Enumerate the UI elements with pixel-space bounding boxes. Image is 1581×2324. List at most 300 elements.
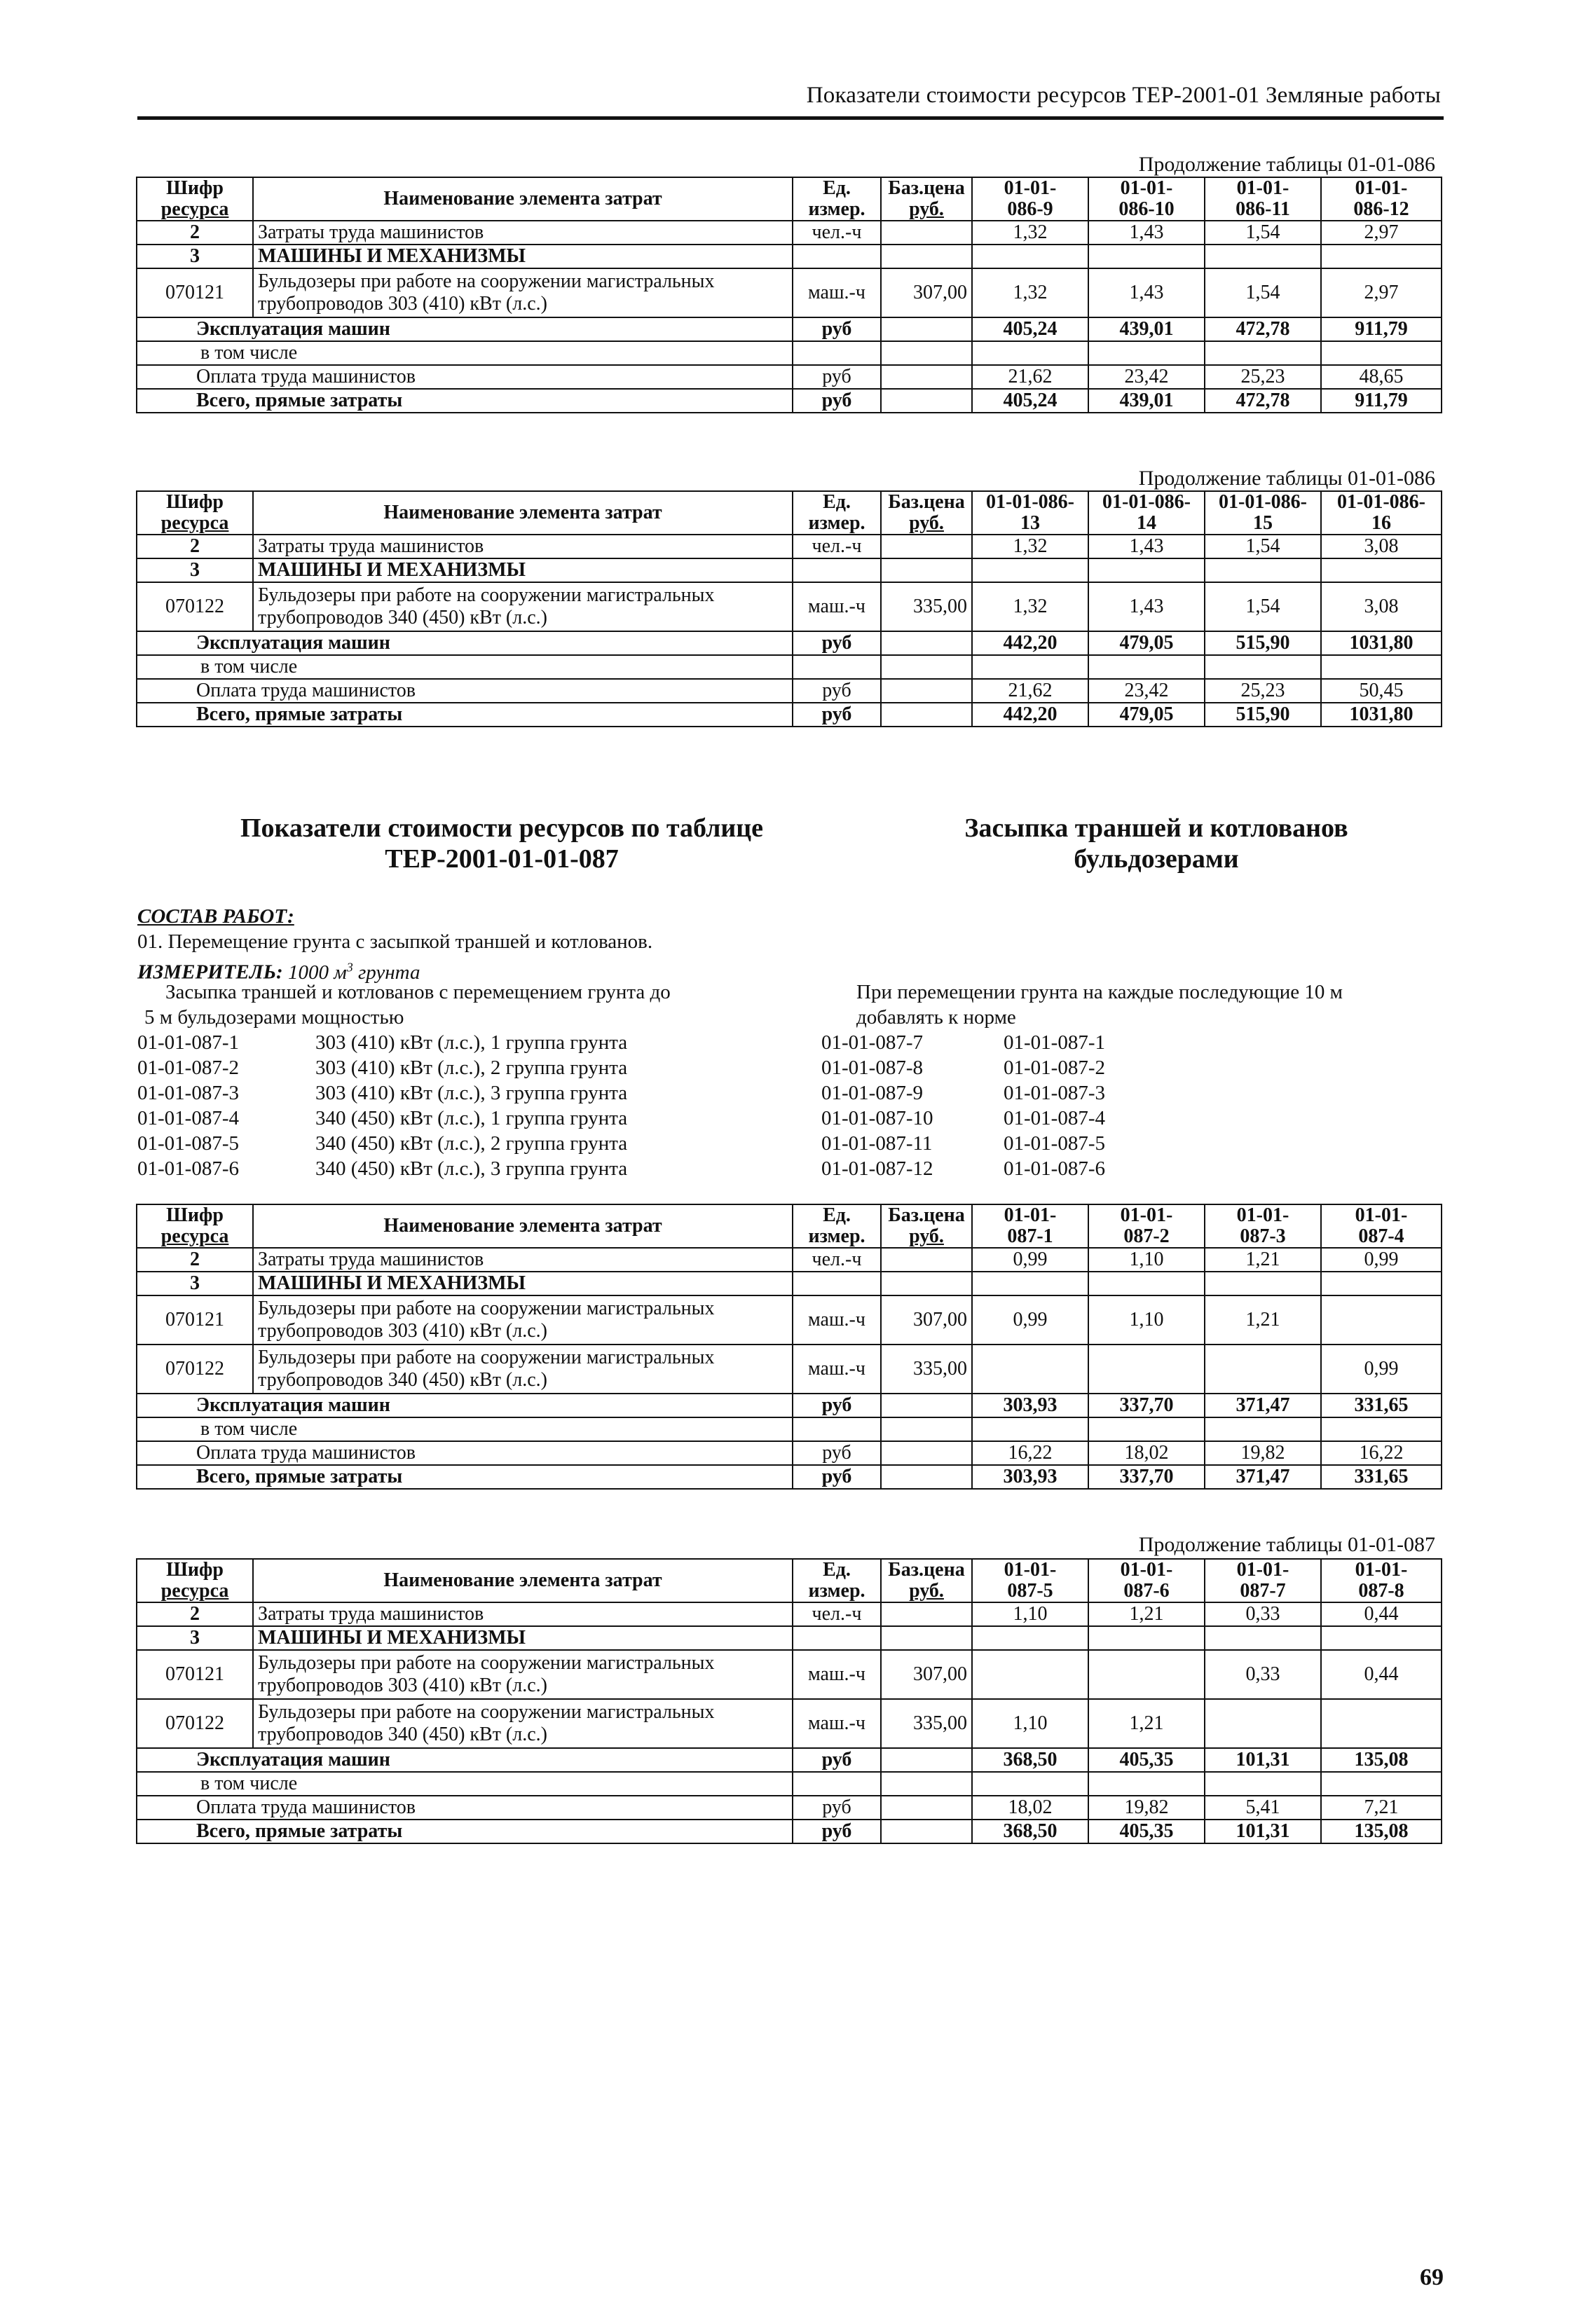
code-list-item — [137, 1080, 768, 1106]
cell-name: МАШИНЫ И МЕХАНИЗМЫ — [253, 558, 793, 582]
sostav-item: 01. Перемещение грунта с засыпкой траншей и котлованов. — [137, 930, 653, 953]
cell-value: 371,47 — [1205, 1394, 1321, 1417]
cell-value: 1,32 — [972, 535, 1088, 558]
table-row — [137, 365, 1442, 389]
table-header-row — [137, 1204, 1442, 1248]
header-norm-code: 01-01- 087-8 — [1321, 1559, 1442, 1602]
cell-value — [1088, 1772, 1205, 1796]
table-row — [137, 1248, 1442, 1272]
cell-value: 1031,80 — [1321, 631, 1442, 655]
cell-unit: чел.-ч — [793, 1602, 881, 1626]
norm-description: 340 (450) кВт (л.с.), 3 группа грунта — [315, 1157, 628, 1180]
cell-code: 2 — [137, 221, 253, 245]
cell-value — [972, 1772, 1088, 1796]
header-name: Наименование элемента затрат — [253, 177, 793, 221]
cell-value: 472,78 — [1205, 389, 1321, 413]
cell-value — [972, 1345, 1088, 1394]
cell-value: 1,10 — [972, 1602, 1088, 1626]
right-codes-list — [821, 1030, 1452, 1181]
table-row — [137, 655, 1442, 679]
cell-name: Бульдозеры при работе на сооружении магистральных трубопроводов 303 (410) кВт (л.с.) — [253, 268, 793, 317]
cell-value: 1,32 — [972, 268, 1088, 317]
cell-unit: маш.-ч — [793, 1295, 881, 1345]
cell-name: в том числе — [137, 1417, 793, 1441]
code-list-item — [821, 1080, 1452, 1106]
cell-name: в том числе — [137, 655, 793, 679]
cell-name: Затраты труда машинистов — [253, 1602, 793, 1626]
cell-value: 0,33 — [1205, 1602, 1321, 1626]
header-norm-code: 01-01-086- 15 — [1205, 491, 1321, 535]
header-unit: Ед. измер. — [793, 1559, 881, 1602]
cell-unit — [793, 1417, 881, 1441]
cell-unit: руб — [793, 1465, 881, 1489]
cell-value: 515,90 — [1205, 703, 1321, 727]
cell-value: 135,08 — [1321, 1748, 1442, 1772]
cell-unit: руб — [793, 1748, 881, 1772]
cell-value: 23,42 — [1088, 365, 1205, 389]
norm-code: 01-01-087-9 — [821, 1082, 923, 1104]
cell-value: 18,02 — [1088, 1441, 1205, 1465]
table-row — [137, 221, 1442, 245]
cell-value — [972, 1626, 1088, 1650]
cell-name: Эксплуатация машин — [137, 1748, 793, 1772]
cell-value: 3,08 — [1321, 535, 1442, 558]
header-norm-code: 01-01- 087-1 — [972, 1204, 1088, 1248]
section-title-left-line2: ТЕР-2001-01-01-087 — [385, 844, 619, 874]
cell-value — [972, 558, 1088, 582]
header-norm-code: 01-01- 087-6 — [1088, 1559, 1205, 1602]
base-norm-code: 01-01-087-3 — [1004, 1082, 1105, 1104]
table-row — [137, 1650, 1442, 1699]
cell-unit: руб — [793, 703, 881, 727]
header-unit: Ед. измер. — [793, 177, 881, 221]
cell-unit: руб — [793, 389, 881, 413]
table-row — [137, 1820, 1442, 1843]
cell-price — [881, 365, 972, 389]
norm-code: 01-01-087-5 — [137, 1132, 239, 1155]
cell-value: 18,02 — [972, 1796, 1088, 1820]
cell-value: 1,43 — [1088, 221, 1205, 245]
header-rule — [137, 116, 1444, 120]
cell-value — [1088, 245, 1205, 268]
cell-value — [1205, 1417, 1321, 1441]
cell-value — [972, 1417, 1088, 1441]
cell-code: 2 — [137, 1602, 253, 1626]
cell-unit — [793, 1626, 881, 1650]
table-row — [137, 389, 1442, 413]
norm-description: 303 (410) кВт (л.с.), 3 группа грунта — [315, 1082, 628, 1104]
section-title-right-line1: Засыпка траншей и котлованов — [964, 813, 1348, 843]
cell-name: Затраты труда машинистов — [253, 1248, 793, 1272]
table-row — [137, 558, 1442, 582]
cell-price — [881, 1441, 972, 1465]
header-norm-code: 01-01- 086-11 — [1205, 177, 1321, 221]
cell-value: 1,21 — [1205, 1248, 1321, 1272]
cell-price — [881, 221, 972, 245]
cell-price: 307,00 — [881, 268, 972, 317]
cell-value — [1205, 1699, 1321, 1748]
section-title-left-line1: Показатели стоимости ресурсов по таблице — [240, 813, 764, 843]
cell-value — [1088, 1626, 1205, 1650]
table-row — [137, 1699, 1442, 1748]
cell-name: Затраты труда машинистов — [253, 535, 793, 558]
cell-value: 442,20 — [972, 631, 1088, 655]
table-row — [137, 1748, 1442, 1772]
cell-value — [1321, 1626, 1442, 1650]
cell-value — [1321, 341, 1442, 365]
cell-code: 070121 — [137, 1650, 253, 1699]
cell-value: 1,21 — [1088, 1699, 1205, 1748]
code-list-item — [821, 1030, 1452, 1055]
cell-value: 25,23 — [1205, 365, 1321, 389]
header-name: Наименование элемента затрат — [253, 1204, 793, 1248]
cell-name: Затраты труда машинистов — [253, 221, 793, 245]
table2-continuation: Продолжение таблицы 01-01-086 — [1138, 467, 1435, 490]
cell-unit: руб — [793, 679, 881, 703]
cell-value: 50,45 — [1321, 679, 1442, 703]
cell-value: 101,31 — [1205, 1820, 1321, 1843]
cell-code: 3 — [137, 1626, 253, 1650]
cell-value: 23,42 — [1088, 679, 1205, 703]
cell-code: 070122 — [137, 1345, 253, 1394]
cell-price: 335,00 — [881, 1699, 972, 1748]
cell-value: 303,93 — [972, 1394, 1088, 1417]
cell-value: 0,99 — [972, 1248, 1088, 1272]
cell-value: 1,54 — [1205, 582, 1321, 631]
cell-unit — [793, 245, 881, 268]
izmeritel-label: ИЗМЕРИТЕЛЬ: — [137, 961, 283, 984]
header-norm-code: 01-01-086- 13 — [972, 491, 1088, 535]
cell-unit — [793, 558, 881, 582]
cell-value: 368,50 — [972, 1748, 1088, 1772]
cell-value — [972, 655, 1088, 679]
cell-unit — [793, 1772, 881, 1796]
table4-continuation: Продолжение таблицы 01-01-087 — [1138, 1533, 1435, 1556]
cell-code: 070121 — [137, 268, 253, 317]
cell-value: 19,82 — [1205, 1441, 1321, 1465]
header-norm-code: 01-01-086- 16 — [1321, 491, 1442, 535]
cell-value: 331,65 — [1321, 1394, 1442, 1417]
header-name: Наименование элемента затрат — [253, 1559, 793, 1602]
cell-value: 21,62 — [972, 365, 1088, 389]
cell-price — [881, 631, 972, 655]
cell-value — [1088, 1650, 1205, 1699]
norm-code: 01-01-087-4 — [137, 1107, 239, 1129]
table-row — [137, 268, 1442, 317]
cell-value: 515,90 — [1205, 631, 1321, 655]
header-code: Шифр ресурса — [137, 491, 253, 535]
cell-price — [881, 1417, 972, 1441]
cell-price — [881, 1394, 972, 1417]
base-norm-code: 01-01-087-5 — [1004, 1132, 1105, 1155]
cell-price — [881, 1772, 972, 1796]
cell-value: 2,97 — [1321, 221, 1442, 245]
page-number: 69 — [1420, 2264, 1444, 2290]
cell-value: 405,24 — [972, 389, 1088, 413]
cell-value — [972, 341, 1088, 365]
cell-price: 335,00 — [881, 582, 972, 631]
cell-price — [881, 655, 972, 679]
cell-code: 070122 — [137, 582, 253, 631]
cell-unit: маш.-ч — [793, 1345, 881, 1394]
cell-value: 331,65 — [1321, 1465, 1442, 1489]
norm-code: 01-01-087-7 — [821, 1031, 923, 1054]
table-row — [137, 341, 1442, 365]
header-unit: Ед. измер. — [793, 1204, 881, 1248]
header-price: Баз.цена руб. — [881, 491, 972, 535]
cell-code: 3 — [137, 1272, 253, 1295]
cell-name: МАШИНЫ И МЕХАНИЗМЫ — [253, 245, 793, 268]
cell-price — [881, 1248, 972, 1272]
cell-value: 5,41 — [1205, 1796, 1321, 1820]
cell-unit: руб — [793, 1796, 881, 1820]
page-header: Показатели стоимости ресурсов ТЕР-2001-01 Земляные работы — [806, 83, 1441, 108]
cell-code: 070122 — [137, 1699, 253, 1748]
cell-value: 0,99 — [1321, 1345, 1442, 1394]
cell-unit: руб — [793, 317, 881, 341]
cell-value: 2,97 — [1321, 268, 1442, 317]
cell-value — [1321, 1295, 1442, 1345]
cell-price — [881, 1465, 972, 1489]
cell-value: 911,79 — [1321, 317, 1442, 341]
header-norm-code: 01-01-086- 14 — [1088, 491, 1205, 535]
cost-table-087-5-8 — [136, 1558, 1442, 1844]
cell-price: 307,00 — [881, 1295, 972, 1345]
cell-value: 1,32 — [972, 582, 1088, 631]
cell-value — [1321, 1417, 1442, 1441]
section-title-right-line2: бульдозерами — [1074, 844, 1239, 874]
cell-code: 070121 — [137, 1295, 253, 1345]
cell-value: 101,31 — [1205, 1748, 1321, 1772]
cell-value: 479,05 — [1088, 631, 1205, 655]
norm-code: 01-01-087-8 — [821, 1057, 923, 1079]
cell-unit: маш.-ч — [793, 268, 881, 317]
cell-value — [1088, 1417, 1205, 1441]
cell-value — [1321, 1699, 1442, 1748]
cell-unit: руб — [793, 631, 881, 655]
cell-price — [881, 1626, 972, 1650]
header-norm-code: 01-01- 086-10 — [1088, 177, 1205, 221]
cell-name: Эксплуатация машин — [137, 631, 793, 655]
cell-value: 472,78 — [1205, 317, 1321, 341]
norm-code: 01-01-087-12 — [821, 1157, 933, 1180]
norm-code: 01-01-087-10 — [821, 1107, 933, 1129]
cell-value: 7,21 — [1321, 1796, 1442, 1820]
cell-value: 1,10 — [972, 1699, 1088, 1748]
table-row — [137, 1272, 1442, 1295]
cell-value: 0,33 — [1205, 1650, 1321, 1699]
base-norm-code: 01-01-087-4 — [1004, 1107, 1105, 1129]
cell-name: Оплата труда машинистов — [137, 1796, 793, 1820]
cell-value — [972, 1650, 1088, 1699]
cell-price — [881, 1272, 972, 1295]
cell-unit: маш.-ч — [793, 582, 881, 631]
cell-value: 1,54 — [1205, 268, 1321, 317]
table-row — [137, 1394, 1442, 1417]
header-norm-code: 01-01- 087-4 — [1321, 1204, 1442, 1248]
cell-value — [1321, 558, 1442, 582]
cell-value: 405,35 — [1088, 1748, 1205, 1772]
norm-code: 01-01-087-11 — [821, 1132, 933, 1155]
cell-value: 19,82 — [1088, 1796, 1205, 1820]
cell-value: 371,47 — [1205, 1465, 1321, 1489]
cell-name: Бульдозеры при работе на сооружении магистральных трубопроводов 303 (410) кВт (л.с.) — [253, 1295, 793, 1345]
base-norm-code: 01-01-087-6 — [1004, 1157, 1105, 1180]
norm-description: 340 (450) кВт (л.с.), 2 группа грунта — [315, 1132, 628, 1155]
izmeritel-value: 1000 $м^3$ грунта — [287, 960, 420, 984]
cell-name: Всего, прямые затраты — [137, 1465, 793, 1489]
cell-unit: чел.-ч — [793, 1248, 881, 1272]
cell-value — [1205, 1772, 1321, 1796]
base-norm-code: 01-01-087-1 — [1004, 1031, 1105, 1054]
cell-price — [881, 703, 972, 727]
norm-code: 01-01-087-6 — [137, 1157, 239, 1180]
code-list-item — [821, 1106, 1452, 1131]
header-norm-code: 01-01- 087-3 — [1205, 1204, 1321, 1248]
code-list-item — [137, 1055, 768, 1080]
cell-value: 1,21 — [1205, 1295, 1321, 1345]
table-header-row — [137, 491, 1442, 535]
cell-value — [1205, 1345, 1321, 1394]
cell-value — [1088, 1272, 1205, 1295]
cell-value — [1088, 655, 1205, 679]
cell-unit: маш.-ч — [793, 1699, 881, 1748]
cell-value — [1321, 655, 1442, 679]
cell-name: в том числе — [137, 1772, 793, 1796]
cell-unit: маш.-ч — [793, 1650, 881, 1699]
cell-value — [1205, 655, 1321, 679]
work-composition — [137, 904, 1441, 985]
base-norm-code: 01-01-087-2 — [1004, 1057, 1105, 1079]
table-row — [137, 1345, 1442, 1394]
cell-value: 0,44 — [1321, 1602, 1442, 1626]
cell-price — [881, 245, 972, 268]
cell-value: 16,22 — [972, 1441, 1088, 1465]
cell-value: 0,99 — [972, 1295, 1088, 1345]
code-list-item — [137, 1030, 768, 1055]
cell-value — [1321, 1272, 1442, 1295]
norm-code: 01-01-087-2 — [137, 1057, 239, 1079]
cell-value: 3,08 — [1321, 582, 1442, 631]
cell-value — [1205, 245, 1321, 268]
cell-value: 1,43 — [1088, 268, 1205, 317]
left-codes-list — [137, 1030, 768, 1181]
cell-name: Бульдозеры при работе на сооружении магистральных трубопроводов 340 (450) кВт (л.с.) — [253, 1345, 793, 1394]
header-code: Шифр ресурса — [137, 177, 253, 221]
cell-unit: руб — [793, 1394, 881, 1417]
code-list-item — [137, 1106, 768, 1131]
cell-unit: руб — [793, 1820, 881, 1843]
header-price: Баз.цена руб. — [881, 1559, 972, 1602]
cell-price — [881, 558, 972, 582]
header-code: Шифр ресурса — [137, 1204, 253, 1248]
cell-name: Оплата труда машинистов — [137, 1441, 793, 1465]
cell-price — [881, 389, 972, 413]
cell-code: 2 — [137, 535, 253, 558]
right-description: При перемещении грунта на каждые последующие 10 м добавлять к норме — [856, 981, 1343, 1029]
cell-value: 25,23 — [1205, 679, 1321, 703]
cell-value: 479,05 — [1088, 703, 1205, 727]
cell-unit: руб — [793, 365, 881, 389]
cell-value: 16,22 — [1321, 1441, 1442, 1465]
header-unit: Ед. измер. — [793, 491, 881, 535]
cell-value — [1321, 1772, 1442, 1796]
cell-unit: чел.-ч — [793, 535, 881, 558]
cell-name: Оплата труда машинистов — [137, 365, 793, 389]
cell-value: 337,70 — [1088, 1465, 1205, 1489]
cell-value: 48,65 — [1321, 365, 1442, 389]
header-norm-code: 01-01- 086-12 — [1321, 177, 1442, 221]
cell-value: 21,62 — [972, 679, 1088, 703]
cell-value: 442,20 — [972, 703, 1088, 727]
cell-code: 3 — [137, 558, 253, 582]
cell-name: Всего, прямые затраты — [137, 389, 793, 413]
table-row — [137, 1772, 1442, 1796]
left-description: Засыпка траншей и котлованов с перемещением грунта до 5 м бульдозерами мощностью — [144, 981, 671, 1029]
table-row — [137, 535, 1442, 558]
cell-price — [881, 1796, 972, 1820]
norm-description: 340 (450) кВт (л.с.), 1 группа грунта — [315, 1107, 628, 1129]
cell-unit — [793, 1272, 881, 1295]
table-row — [137, 703, 1442, 727]
cell-value: 1,32 — [972, 221, 1088, 245]
cell-unit: руб — [793, 1441, 881, 1465]
cell-name: Эксплуатация машин — [137, 317, 793, 341]
cell-name: Оплата труда машинистов — [137, 679, 793, 703]
table-row — [137, 1626, 1442, 1650]
cell-name: Эксплуатация машин — [137, 1394, 793, 1417]
cell-unit — [793, 341, 881, 365]
header-name: Наименование элемента затрат — [253, 491, 793, 535]
code-list-item — [821, 1131, 1452, 1156]
cell-value: 0,44 — [1321, 1650, 1442, 1699]
cell-price — [881, 679, 972, 703]
code-list-item — [821, 1156, 1452, 1181]
header-code: Шифр ресурса — [137, 1559, 253, 1602]
code-list-item — [821, 1055, 1452, 1080]
cell-value: 368,50 — [972, 1820, 1088, 1843]
cell-price: 335,00 — [881, 1345, 972, 1394]
cell-value: 1,43 — [1088, 582, 1205, 631]
cell-price — [881, 1602, 972, 1626]
cell-value — [1321, 245, 1442, 268]
header-norm-code: 01-01- 087-2 — [1088, 1204, 1205, 1248]
section-title-right — [869, 813, 1444, 874]
cell-value — [972, 245, 1088, 268]
cell-value — [1088, 1345, 1205, 1394]
header-price: Баз.цена руб. — [881, 177, 972, 221]
table-row — [137, 679, 1442, 703]
cell-value — [1205, 341, 1321, 365]
cell-value — [1205, 1626, 1321, 1650]
table1-continuation: Продолжение таблицы 01-01-086 — [1138, 153, 1435, 176]
sostav-label: СОСТАВ РАБОТ: — [137, 905, 294, 928]
cell-value: 303,93 — [972, 1465, 1088, 1489]
table-header-row — [137, 177, 1442, 221]
cell-value: 0,99 — [1321, 1248, 1442, 1272]
code-list-item — [137, 1156, 768, 1181]
norm-code: 01-01-087-1 — [137, 1031, 239, 1054]
cell-price — [881, 317, 972, 341]
cell-unit: чел.-ч — [793, 221, 881, 245]
cell-price: 307,00 — [881, 1650, 972, 1699]
cell-price — [881, 341, 972, 365]
cell-name: Всего, прямые затраты — [137, 1820, 793, 1843]
cell-value: 1031,80 — [1321, 703, 1442, 727]
cost-table-086-9-12 — [136, 177, 1442, 413]
cell-name: МАШИНЫ И МЕХАНИЗМЫ — [253, 1272, 793, 1295]
header-norm-code: 01-01- 086-9 — [972, 177, 1088, 221]
